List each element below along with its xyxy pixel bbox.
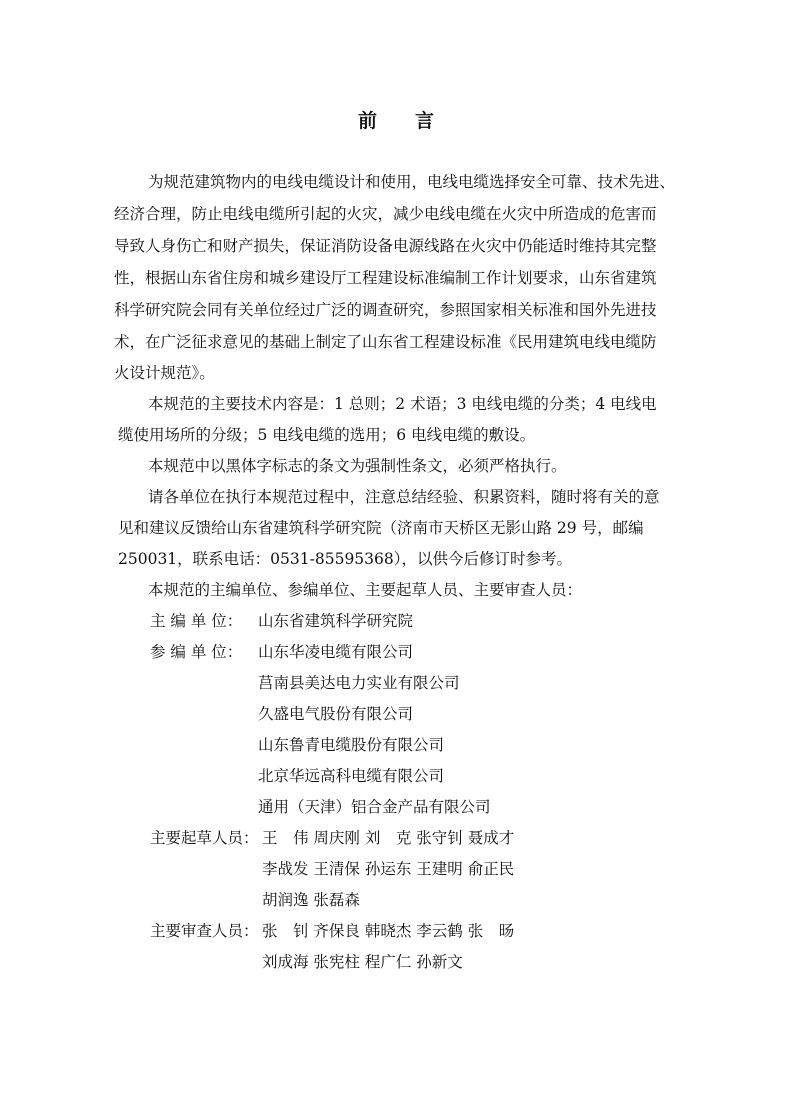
drafters-line: 王 伟 周庆刚 刘 克 张守钊 聂成才 <box>262 829 515 847</box>
mandatory-note: 本规范中以黑体字标志的条文为强制性条文，必须严格执行。 <box>148 457 567 475</box>
participating-unit: 山东鲁青电缆股份有限公司 <box>258 736 445 754</box>
drafters-line: 胡润逸 张磊森 <box>262 891 360 909</box>
participating-unit: 北京华远高科电缆有限公司 <box>258 767 445 785</box>
participating-unit: 莒南县美达电力实业有限公司 <box>258 674 460 692</box>
intro-line: 科学研究院会同有关单位经过广泛的调查研究，参照国家相关标准和国外先进技 <box>114 301 657 319</box>
feedback-line: 250031，联系电话：0531-85595368），以供今后修订时参考。 <box>118 550 572 568</box>
participating-units-label: 参 编 单 位： <box>150 643 243 661</box>
intro-line: 为规范建筑物内的电线电缆设计和使用，电线电缆选择安全可靠、技术先进、 <box>148 173 676 191</box>
intro-line: 性，根据山东省住房和城乡建设厅工程建设标准编制工作计划要求，山东省建筑 <box>114 269 657 287</box>
page-title: 前言 <box>357 110 472 132</box>
reviewers-line: 刘成海 张宪柱 程广仁 孙新文 <box>262 953 463 971</box>
drafters-label: 主要起草人员： <box>150 829 259 847</box>
participating-unit: 久盛电气股份有限公司 <box>258 705 414 723</box>
reviewers-line: 张 钊 齐保良 韩晓杰 李云鹤 张 旸 <box>262 922 515 940</box>
content-line: 本规范的主要技术内容是：1 总则；2 术语；3 电线电缆的分类；4 电线电 <box>148 395 657 413</box>
intro-line: 火设计规范》。 <box>114 364 215 382</box>
feedback-line: 请各单位在执行本规范过程中，注意总结经验、积累资料，随时将有关的意 <box>148 488 660 506</box>
intro-line: 经济合理，防止电线电缆所引起的火灾，减少电线电缆在火灾中所造成的危害而 <box>114 205 657 223</box>
chief-unit-label: 主 编 单 位： <box>150 612 243 630</box>
reviewers-label: 主要审查人员： <box>150 922 259 940</box>
drafters-line: 李战发 王清保 孙运东 王建明 俞正民 <box>262 860 515 878</box>
content-line: 缆使用场所的分级；5 电线电缆的选用；6 电线电缆的敷设。 <box>118 426 536 444</box>
feedback-line: 见和建议反馈给山东省建筑科学研究院（济南市天桥区无影山路 29 号，邮编 <box>118 519 644 537</box>
chief-unit-value: 山东省建筑科学研究院 <box>258 612 414 630</box>
participating-unit: 通用（天津）铝合金产品有限公司 <box>258 798 491 816</box>
units-intro: 本规范的主编单位、参编单位、主要起草人员、主要审查人员： <box>148 581 583 599</box>
intro-line: 术，在广泛征求意见的基础上制定了山东省工程建设标准《民用建筑电线电缆防 <box>114 333 657 351</box>
participating-unit: 山东华凌电缆有限公司 <box>258 643 414 661</box>
intro-line: 导致人身伤亡和财产损失，保证消防设备电源线路在火灾中仍能适时维持其完整 <box>114 237 657 255</box>
